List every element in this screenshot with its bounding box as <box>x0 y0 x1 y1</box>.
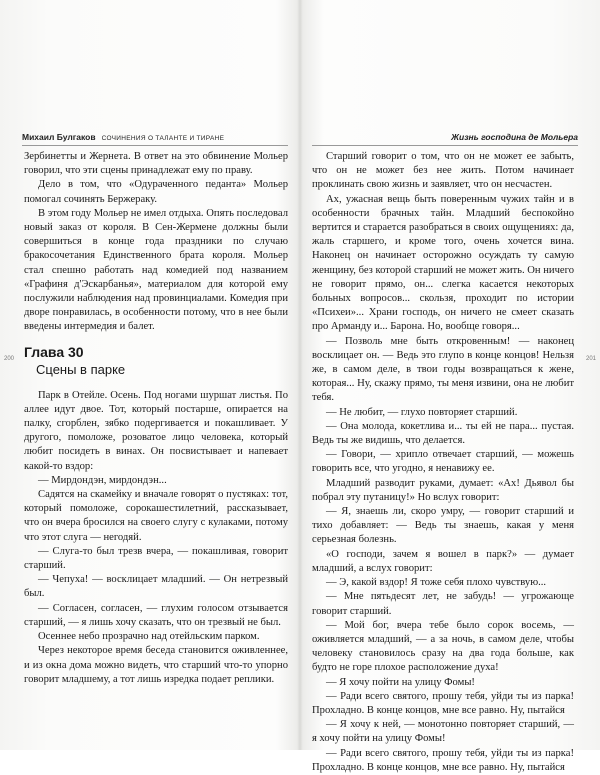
paragraph: «О господи, зачем я вошел в парк?» — думает младший, а вслух говорит: <box>312 548 574 574</box>
left-page-text <box>24 150 288 687</box>
chapter-number: Глава 30 <box>24 343 84 360</box>
paragraph: Осеннее небо прозрачно над отейльским парком. <box>38 631 260 643</box>
left-page <box>0 0 300 750</box>
paragraph: Старший говорит о том, что он не может ее забыть, что он не может без нее жить. Потом начинает проклинать свою жизнь и заявляет, что он несчастен. <box>312 151 574 191</box>
left-page-number: 200 <box>4 356 15 362</box>
paragraph: — Мой бог, вчера тебе было сорок восемь, — оживляется младший, — а за ночь, в самом деле, чтобы человеку становилось сразу на два года больше, как будто не горе плохое расположение духа! <box>312 619 574 674</box>
paragraph: — Не любит, — глухо повторяет старший. <box>326 406 518 418</box>
paragraph: — Я хочу пойти на улицу Фомы! <box>326 676 475 688</box>
paragraph: Через некоторое время беседа становится оживленнее, и из окна дома можно видеть, что старший что-то упорно говорит младшему, а тот лишь изредка подает реплики. <box>24 645 288 685</box>
chapter-heading <box>24 343 288 379</box>
running-head-author: Михаил Булгаков <box>22 132 96 142</box>
paragraph: — Слуга-то был трезв вчера, — покашливая, говорит старший. <box>24 545 288 572</box>
paragraph: Зербинетты и Жернета. В ответ на это обвинение Мольер говорил, что эти сцены принадлежат ему по праву. <box>24 151 288 177</box>
right-page-number: 201 <box>585 356 596 362</box>
paragraph: — Позволь мне быть откровенным! — наконец восклицает он. — Ведь это глупо в конце концов! Нельзя же, в самом деле, в твои годы возвращаться к жене, которая... Ну, скажу прямо, ты меня извини, она не любит тебя. <box>312 335 574 404</box>
right-page-text <box>312 150 574 775</box>
paragraph: Ах, ужасная вещь быть поверенным чужих тайн и в особенности брачных тайн. Младший беспокойно вертится и старается разобраться в своих ощущениях: да, жаль старшего, и кроме того, очень хочется вина. Наконец он начинает осторожно осуждать ту самую женщину, без которой старший не может жить. Он ничего не говорит прямо, он... слегка касается некоторых больных вопросов... скользя, проходит по истории «Психеи»... Храни господь, он ничего не смеет сказать про Арманду и... Барона. Но, вообще говоря... <box>312 193 574 333</box>
paragraph: Парк в Отейле. Осень. Под ногами шуршат листья. По аллее идут двое. Тот, который постарше, опирается на палку, сгорблен, зябко подергивается и покашливает. У другого, помоложе, розоватое лицо человека, который любит посидеть в винах. Он посвистывает и напевает какой-то вздор: <box>24 389 288 472</box>
paragraph: — Я, знаешь ли, скоро умру, — говорит старший и тихо добавляет: — Ведь ты знаешь, какая у меня серьезная болезнь. <box>312 506 574 546</box>
chapter-title: Сцены в парке <box>36 361 126 377</box>
paragraph: — Я хочу к ней, — монотонно повторяет старший, — я хочу пойти на улицу Фомы! <box>312 719 574 745</box>
right-running-head <box>312 132 578 146</box>
paragraph: — Ради всего святого, прошу тебя, уйди ты из парка! Прохладно. В конце концов, мне все равно. Ну, пытайся <box>312 690 574 716</box>
right-page <box>300 0 600 773</box>
paragraph: — Э, какой вздор! Я тоже себя плохо чувствую... <box>326 577 547 589</box>
running-head-series: СОЧИНЕНИЯ О ТАЛАНТЕ И ТИРАНЕ <box>101 135 225 142</box>
paragraph: В этом году Мольер не имел отдыха. Опять последовал новый заказ от короля. В Сен-Жермене должны были совершиться в конце года праздники по случаю бракосочетания Единственного брата короля. Мольер стал спешно работать над комедией под названием «Графиня д'Эскарбанья», материалом для которой ему послужили наблюдения над провинциалами. Комедия при дворе понравилась, в особенности потому, что в нее были введены интермедия и балет. <box>24 207 288 333</box>
paragraph: Младший разводит руками, думает: «Ах! Дьявол бы побрал эту путаницу!» Но вслух говорит: <box>312 477 574 503</box>
paragraph: — Согласен, согласен, — глухим голосом отзывается старший, — я лишь хочу сказать, что он трезвый не был. <box>24 602 288 628</box>
paragraph: — Говори, — хрипло отвечает старший, — можешь говорить все, что угодно, я ненавижу ее. <box>312 449 574 475</box>
paragraph: Садятся на скамейку и вначале говорят о пустяках: тот, который помоложе, сорокашестилетний, рассказывает, что он вчера бросился на своего слугу с кулаками, потому что этот слуга — негодяй. <box>24 489 288 543</box>
paragraph: Дело в том, что «Одураченного педанта» Мольер помогал сочинять Бержераку. <box>24 179 288 205</box>
paragraph: — Мирдондэн, мирдондэн... <box>38 474 167 486</box>
paragraph: — Ради всего святого, прошу тебя, уйди ты из парка! Прохладно. В конце концов, мне все равно. Ну, пытайся <box>312 747 574 773</box>
paragraph: — Она молода, кокетлива и... ты ей не пара... пустая. Ведь ты же видишь, что делается. <box>312 420 574 447</box>
paragraph: — Мне пятьдесят лет, не забудь! — угрожающе говорит старший. <box>312 591 574 617</box>
left-running-head <box>22 132 288 146</box>
paragraph: — Чепуха! — восклицает младший. — Он нетрезвый был. <box>24 574 288 600</box>
running-head-title: Жизнь господина де Мольера <box>451 132 578 142</box>
